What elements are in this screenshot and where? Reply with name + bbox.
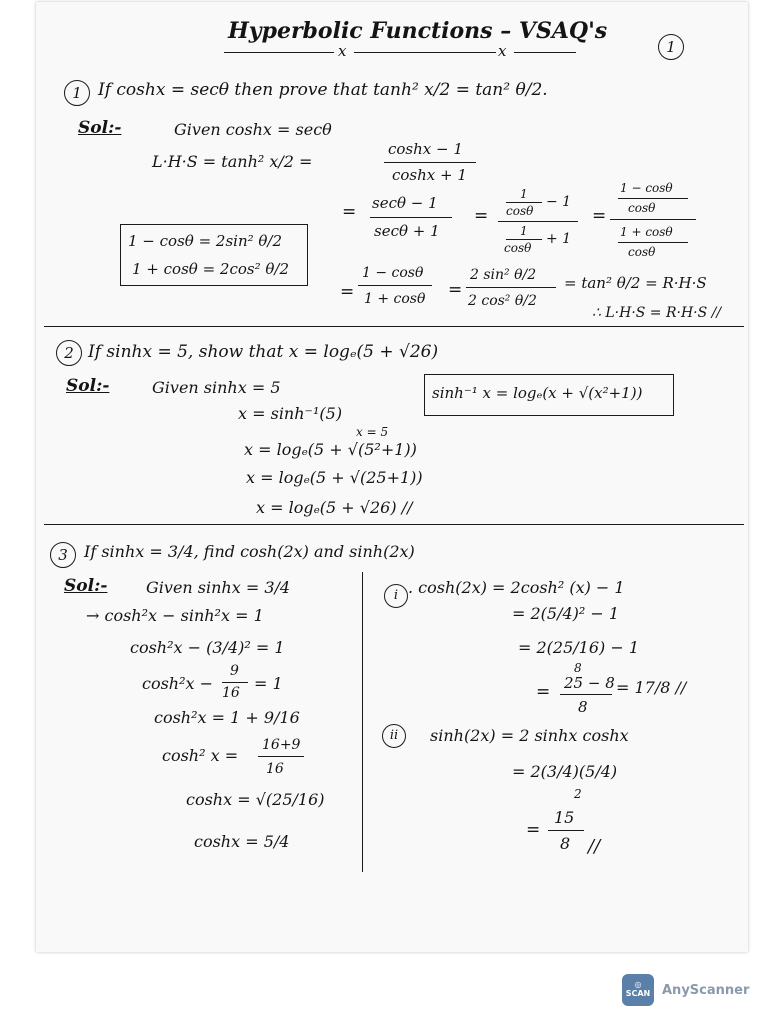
fraction-bar (610, 219, 696, 220)
part-label: i (384, 584, 408, 608)
given-line: Given sinhx = 3/4 (146, 578, 291, 597)
fraction-numerator: 15 (554, 808, 575, 827)
solution-step: cosh²x = 1 + 9/16 (154, 708, 300, 727)
fraction-bar (618, 242, 688, 243)
fraction-numerator: 16+9 (262, 737, 301, 753)
lhs-line: L·H·S = tanh² x/2 = (152, 152, 313, 171)
nested-fraction-text: − 1 (546, 194, 572, 210)
column-divider (362, 572, 363, 872)
solution-step: = 1 (254, 674, 283, 693)
fraction-numerator: 1 − cosθ (362, 265, 424, 281)
equals-sign: = (474, 206, 489, 226)
title-underline (224, 52, 334, 53)
solution-step: coshx = √(25/16) (186, 790, 325, 809)
fraction-numerator: 2 sin² θ/2 (470, 267, 537, 283)
nested-fraction-text: 1 (520, 224, 528, 238)
nested-fraction-text: cosθ (628, 201, 656, 215)
cross-mark: x (338, 42, 347, 60)
nested-fraction-text: cosθ (504, 241, 532, 255)
question-statement: If coshx = secθ then prove that tanh² x/2 = tan² θ/2. (98, 80, 548, 100)
fraction-bar (358, 285, 432, 286)
identity-line: 1 − cosθ = 2sin² θ/2 (128, 232, 283, 250)
fraction-bar (498, 221, 578, 222)
given-line: Given coshx = secθ (174, 120, 332, 139)
solution-step: x = sinh⁻¹(5) (238, 404, 343, 423)
fraction-denominator: secθ + 1 (374, 222, 440, 240)
solution-label: Sol:- (78, 118, 122, 138)
fraction-denominator: 16 (222, 685, 240, 701)
part-label: ii (382, 724, 406, 748)
fraction-bar (370, 217, 452, 218)
solution-step: x = logₑ(5 + √(5²+1)) (244, 440, 417, 459)
solution-step: sinh(2x) = 2 sinhx coshx (430, 726, 629, 745)
page-title: Hyperbolic Functions – VSAQ's (228, 18, 608, 44)
fraction-numerator: coshx − 1 (388, 140, 463, 158)
fraction-bar (560, 694, 612, 695)
fraction-numerator: secθ − 1 (372, 194, 438, 212)
cancel-mark: 2 (574, 787, 582, 801)
nested-fraction-text: 1 − cosθ (620, 181, 673, 195)
fraction-bar (618, 198, 688, 199)
cancel-mark: 8 (574, 661, 582, 675)
fraction-numerator: 9 (230, 663, 239, 679)
equals-sign: = (342, 202, 357, 222)
solution-step: cosh² x = (162, 746, 239, 765)
solution-step: x = logₑ(5 + √26) // (256, 498, 413, 517)
solution-step: = 2(25/16) − 1 (518, 638, 640, 657)
solution-step: cosh²x − (3/4)² = 1 (130, 638, 285, 657)
equals-sign: = (526, 820, 541, 840)
fraction-denominator: coshx + 1 (392, 166, 467, 184)
fraction-denominator: 8 (560, 834, 571, 853)
equals-sign: = (448, 280, 463, 300)
equals-sign: = (340, 282, 355, 302)
nested-fraction-text: 1 (520, 187, 528, 201)
fraction-denominator: 2 cos² θ/2 (468, 293, 537, 309)
fraction-denominator: 16 (266, 761, 284, 777)
fraction-bar (506, 239, 542, 240)
fraction-bar (384, 162, 476, 163)
nested-fraction-text: + 1 (546, 231, 572, 247)
identity-line: 1 + cosθ = 2cos² θ/2 (132, 260, 289, 278)
scanner-logo-text: SCAN (625, 989, 651, 998)
question-number: 3 (50, 542, 76, 568)
solution-step: x = logₑ(5 + √(25+1)) (246, 468, 423, 487)
fraction-denominator: 8 (578, 698, 588, 716)
nested-fraction-text: cosθ (628, 245, 656, 259)
given-line: Given sinhx = 5 (152, 378, 281, 397)
question-statement: If sinhx = 5, show that x = logₑ(5 + √26) (88, 342, 439, 362)
solution-label: Sol:- (64, 576, 108, 596)
solution-step: = 2(5/4)² − 1 (512, 604, 620, 623)
equals-sign: = (536, 682, 551, 702)
fraction-denominator: 1 + cosθ (364, 291, 426, 307)
end-mark: // (588, 836, 601, 857)
title-underline (354, 52, 496, 53)
formula-text: sinh⁻¹ x = logₑ(x + √(x²+1)) (432, 384, 643, 402)
side-note: x = 5 (356, 425, 389, 439)
result-line: = tan² θ/2 = R·H·S (564, 274, 707, 292)
title-underline (514, 52, 576, 53)
solution-step: = 17/8 // (616, 678, 687, 697)
fraction-bar (222, 682, 248, 683)
section-divider (44, 524, 744, 525)
fraction-bar (506, 202, 542, 203)
fraction-bar (548, 830, 584, 831)
solution-step: cosh²x − (142, 674, 214, 693)
question-statement: If sinhx = 3/4, find cosh(2x) and sinh(2x) (84, 542, 415, 561)
solution-step: . cosh(2x) = 2cosh² (x) − 1 (408, 578, 625, 597)
solution-label: Sol:- (66, 376, 110, 396)
fraction-numerator: 25 − 8 (564, 674, 615, 692)
fraction-bar (258, 756, 304, 757)
nested-fraction-text: cosθ (506, 204, 534, 218)
scanner-brand: AnyScanner (662, 982, 750, 998)
page-number: 1 (658, 34, 684, 60)
notebook-page (36, 2, 748, 952)
fraction-bar (466, 287, 556, 288)
solution-step: → cosh²x − sinh²x = 1 (86, 606, 264, 625)
scanner-watermark (622, 974, 749, 1006)
solution-step: coshx = 5/4 (194, 832, 290, 851)
nested-fraction-text: 1 + cosθ (620, 225, 673, 239)
solution-step: = 2(3/4)(5/4) (512, 762, 618, 781)
question-number: 2 (56, 340, 82, 366)
question-number: 1 (64, 80, 90, 106)
equals-sign: = (592, 206, 607, 226)
cross-mark: x (498, 42, 507, 60)
section-divider (44, 326, 744, 327)
scanner-logo-glyph: ◎ (634, 980, 642, 990)
scanner-logo-icon (622, 974, 654, 1006)
conclusion-line: ∴ L·H·S = R·H·S // (592, 305, 722, 321)
